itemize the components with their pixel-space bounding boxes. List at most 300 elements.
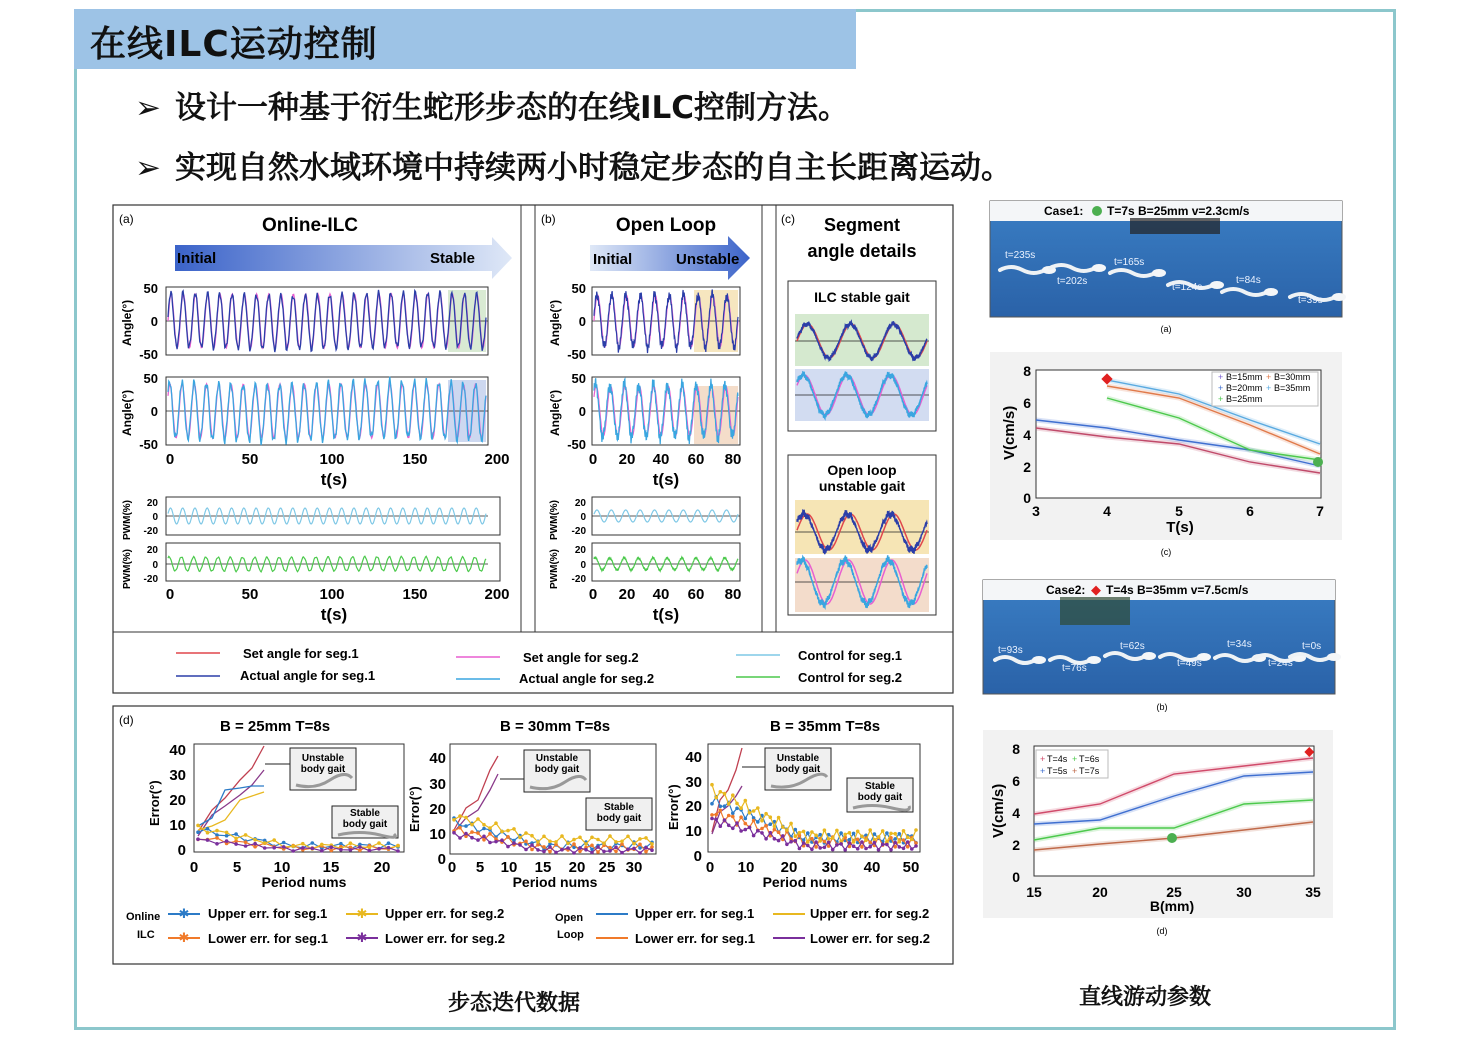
- legend-entry: T=5s: [1047, 766, 1068, 776]
- d-plot-3-title: B = 35mm T=8s: [769, 718, 881, 735]
- tick-label: 20: [429, 801, 446, 818]
- xlabel: t(s): [652, 470, 680, 489]
- caption-right: 直线游动参数: [1079, 985, 1212, 1010]
- error-point: [727, 802, 731, 806]
- error-point: [349, 848, 353, 852]
- tick-label: 0: [189, 859, 199, 876]
- error-point: [358, 845, 362, 849]
- error-point: [806, 844, 810, 848]
- error-point: [773, 828, 777, 832]
- b-pwm-plot-2: [592, 543, 740, 581]
- tick-label: 50: [241, 451, 259, 468]
- error-point: [760, 827, 764, 831]
- callout-text: Unstable: [301, 753, 345, 764]
- error-point: [530, 843, 534, 847]
- error-point: [714, 818, 718, 822]
- fig-tag: (b): [1156, 702, 1168, 712]
- error-point: [806, 840, 810, 844]
- legend-mark: +: [1218, 394, 1224, 404]
- tick-label: 0: [588, 586, 598, 603]
- ylabel: V(cm/s): [1001, 405, 1018, 460]
- tick-label: 7: [1316, 503, 1324, 519]
- error-point: [330, 845, 334, 849]
- legend-entry: B=15mm: [1226, 372, 1263, 382]
- error-point: [860, 840, 864, 844]
- green-dot-icon: [1167, 833, 1177, 843]
- tick-label: 5: [232, 859, 242, 876]
- tick-label: 10: [737, 859, 755, 876]
- error-point: [542, 845, 546, 849]
- error-point: [554, 851, 558, 855]
- error-point: [650, 842, 654, 846]
- error-point: [584, 842, 588, 846]
- error-point: [769, 822, 773, 826]
- error-point: [590, 836, 594, 840]
- error-point: [494, 821, 498, 825]
- error-point: [810, 848, 814, 852]
- panel-a-title: Online-ILC: [261, 215, 359, 236]
- panel-b-arrow-end: Unstable: [676, 251, 740, 268]
- error-point: [802, 830, 806, 834]
- error-point: [752, 834, 756, 838]
- case2-params: T=4s B=35mm v=7.5cm/s: [1106, 583, 1249, 597]
- unstable-gait-callout: [742, 748, 831, 790]
- error-point: [868, 828, 872, 832]
- error-point: [608, 849, 612, 853]
- error-point: [632, 842, 636, 846]
- legend-entry: B=20mm: [1226, 383, 1263, 393]
- legend-mark: +: [1072, 754, 1078, 764]
- error-point: [723, 818, 727, 822]
- error-point: [852, 844, 856, 848]
- xlabel: Period nums: [512, 874, 598, 890]
- asterisk-marker-icon: ✱: [178, 906, 190, 921]
- time-label: t=165s: [1114, 257, 1145, 268]
- error-point: [536, 840, 540, 844]
- panel-a-arrow-start: Initial: [177, 250, 217, 267]
- error-point: [714, 813, 718, 817]
- tick-label: 150: [402, 451, 428, 468]
- error-point: [626, 847, 630, 851]
- c-unstable-title-2: unstable gait: [818, 478, 906, 494]
- error-point: [578, 846, 582, 850]
- caption-left: 步态迭代数据: [448, 991, 581, 1016]
- tick-label: 20: [574, 498, 586, 509]
- tick-label: -20: [143, 574, 158, 585]
- d-plot-2-title: B = 30mm T=8s: [499, 718, 611, 735]
- error-point: [744, 822, 748, 826]
- error-point: [818, 839, 822, 843]
- tick-label: 30: [1236, 884, 1252, 900]
- tick-label: 10: [500, 859, 518, 876]
- tick-label: 20: [685, 798, 702, 815]
- tick-label: 3: [1032, 503, 1040, 519]
- tick-label: 2: [1012, 837, 1020, 853]
- error-point: [852, 840, 856, 844]
- error-point: [638, 851, 642, 855]
- legend-l2: Lower err. for seg.2: [810, 931, 930, 946]
- error-point: [458, 836, 462, 840]
- legend-mark: +: [1072, 766, 1078, 776]
- error-series: [198, 792, 264, 830]
- error-point: [548, 850, 552, 854]
- error-point: [578, 836, 582, 840]
- asterisk-marker-icon: ✱: [356, 930, 368, 945]
- tick-label: 80: [724, 451, 742, 468]
- error-point: [777, 839, 781, 843]
- xlabel: Period nums: [762, 874, 848, 890]
- stable-gait-callout: [586, 798, 652, 830]
- error-point: [744, 817, 748, 821]
- error-point: [349, 841, 353, 845]
- error-point: [196, 830, 200, 834]
- callout-text: body gait: [596, 813, 642, 824]
- tick-label: 25: [598, 859, 616, 876]
- error-point: [902, 829, 906, 833]
- time-label: t=0s: [1302, 641, 1322, 652]
- error-point: [596, 845, 600, 849]
- error-point: [723, 804, 727, 808]
- error-point: [234, 832, 238, 836]
- error-point: [785, 828, 789, 832]
- error-point: [572, 842, 576, 846]
- tick-label: -50: [567, 347, 586, 362]
- tick-label: 20: [618, 586, 636, 603]
- error-point: [196, 837, 200, 841]
- tick-label: 40: [169, 742, 186, 759]
- callout-text: body gait: [857, 792, 903, 803]
- xlabel: t(s): [652, 605, 680, 624]
- tick-label: 0: [580, 512, 586, 523]
- error-point: [898, 832, 902, 836]
- error-point: [789, 840, 793, 844]
- error-point: [710, 802, 714, 806]
- error-point: [773, 837, 777, 841]
- tick-label: 0: [152, 512, 158, 523]
- error-point: [864, 847, 868, 851]
- error-point: [524, 831, 528, 835]
- error-point: [554, 840, 558, 844]
- ylabel: PWM(%): [549, 549, 560, 589]
- error-point: [744, 828, 748, 832]
- time-label: t=76s: [1062, 663, 1087, 674]
- legend-u1: Upper err. for seg.1: [635, 906, 755, 921]
- tick-label: 200: [484, 586, 510, 603]
- error-point: [387, 846, 391, 850]
- stable-gait-callout: [847, 778, 913, 812]
- bullet-arrow-icon: ➢: [135, 150, 161, 186]
- error-point: [500, 830, 504, 834]
- error-point: [877, 848, 881, 852]
- top-legend: [176, 646, 902, 686]
- robot-head-icon: [1087, 656, 1101, 664]
- error-point: [506, 835, 510, 839]
- callout-text: Stable: [349, 808, 381, 819]
- error-point: [810, 830, 814, 834]
- error-point: [244, 833, 248, 837]
- tick-label: 0: [580, 560, 586, 571]
- ylabel: Angle(°): [548, 389, 562, 436]
- error-point: [253, 838, 257, 842]
- error-point: [906, 836, 910, 840]
- error-point: [794, 834, 798, 838]
- error-point: [548, 845, 552, 849]
- error-series: [198, 786, 264, 826]
- ylabel: Angle(°): [120, 389, 134, 436]
- error-point: [756, 806, 760, 810]
- time-label: t=62s: [1120, 641, 1145, 652]
- error-point: [311, 847, 315, 851]
- panel-b-title: Open Loop: [615, 215, 717, 236]
- ylabel: Error(°): [407, 786, 422, 832]
- error-point: [735, 821, 739, 825]
- panel-a-arrow-end: Stable: [430, 250, 476, 267]
- error-point: [798, 847, 802, 851]
- error-point: [802, 841, 806, 845]
- error-point: [735, 807, 739, 811]
- ylabel: Error(°): [147, 780, 162, 826]
- error-point: [814, 845, 818, 849]
- tick-label: 30: [169, 767, 186, 784]
- tick-label: 4: [1103, 503, 1111, 519]
- error-point: [885, 831, 889, 835]
- error-point: [710, 817, 714, 821]
- error-point: [856, 830, 860, 834]
- legend-mark: +: [1266, 372, 1272, 382]
- error-point: [756, 829, 760, 833]
- error-point: [291, 844, 295, 848]
- tick-label: 20: [618, 451, 636, 468]
- error-series: [454, 756, 498, 830]
- error-point: [358, 849, 362, 853]
- error-point: [488, 826, 492, 830]
- tick-label: 15: [322, 859, 340, 876]
- legend-mark: +: [1040, 754, 1046, 764]
- error-point: [512, 841, 516, 845]
- panel-b-tag: (b): [541, 212, 556, 226]
- error-point: [898, 845, 902, 849]
- error-point: [524, 840, 528, 844]
- error-point: [881, 829, 885, 833]
- error-point: [584, 848, 588, 852]
- tick-label: 15: [1026, 884, 1042, 900]
- tick-label: 30: [821, 859, 839, 876]
- error-point: [560, 834, 564, 838]
- bullet-arrow-icon: ➢: [135, 90, 161, 126]
- time-label: t=24s: [1268, 658, 1293, 669]
- ylabel: Angle(°): [120, 299, 134, 346]
- error-point: [320, 849, 324, 853]
- time-label: t=235s: [1005, 250, 1036, 261]
- error-point: [814, 840, 818, 844]
- error-point: [860, 845, 864, 849]
- error-point: [843, 833, 847, 837]
- error-point: [542, 850, 546, 854]
- robot-head-icon: [1210, 281, 1224, 289]
- ylabel: PWM(%): [122, 549, 133, 589]
- error-point: [818, 833, 822, 837]
- error-point: [602, 842, 606, 846]
- error-point: [906, 845, 910, 849]
- error-point: [608, 846, 612, 850]
- error-point: [206, 831, 210, 835]
- error-point: [744, 799, 748, 803]
- tick-label: 4: [1012, 805, 1020, 821]
- error-point: [272, 838, 276, 842]
- error-point: [614, 840, 618, 844]
- error-point: [752, 809, 756, 813]
- tick-label: 5: [1175, 503, 1183, 519]
- error-point: [590, 851, 594, 855]
- error-point: [731, 827, 735, 831]
- tick-label: 40: [652, 586, 670, 603]
- legend-act1: Actual angle for seg.1: [240, 668, 376, 683]
- tick-label: 8: [1012, 741, 1020, 757]
- error-point: [823, 840, 827, 844]
- error-point: [889, 848, 893, 852]
- error-point: [244, 840, 248, 844]
- tick-label: 0: [1023, 490, 1031, 506]
- error-point: [852, 832, 856, 836]
- legend-mark: +: [1040, 766, 1046, 776]
- tick-label: 30: [429, 776, 446, 793]
- error-point: [196, 824, 200, 828]
- error-point: [764, 824, 768, 828]
- legend-l1: Lower err. for seg.1: [635, 931, 755, 946]
- robot-head-icon: [1264, 288, 1278, 296]
- tick-label: 8: [1023, 363, 1031, 379]
- error-point: [282, 841, 286, 845]
- error-point: [311, 841, 315, 845]
- tick-label: 50: [571, 371, 586, 386]
- error-point: [206, 838, 210, 842]
- error-point: [215, 836, 219, 840]
- error-point: [881, 843, 885, 847]
- error-point: [282, 845, 286, 849]
- error-point: [839, 842, 843, 846]
- error-point: [518, 836, 522, 840]
- error-point: [596, 838, 600, 842]
- tick-label: 40: [652, 451, 670, 468]
- error-point: [387, 841, 391, 845]
- error-point: [458, 826, 462, 830]
- error-point: [848, 841, 852, 845]
- error-point: [906, 840, 910, 844]
- tick-label: 0: [447, 859, 457, 876]
- error-point: [856, 838, 860, 842]
- legend-entry: T=4s: [1047, 754, 1068, 764]
- error-point: [377, 847, 381, 851]
- error-point: [368, 846, 372, 850]
- unstable-gait-callout: [500, 750, 590, 792]
- error-point: [764, 812, 768, 816]
- error-point: [910, 847, 914, 851]
- ylabel: Error(°): [666, 784, 681, 830]
- error-point: [739, 806, 743, 810]
- legend-group: Online: [126, 911, 161, 923]
- error-point: [777, 830, 781, 834]
- panel-a-tag: (a): [119, 212, 134, 226]
- error-point: [818, 846, 822, 850]
- asterisk-marker-icon: ✱: [356, 906, 368, 921]
- error-point: [476, 838, 480, 842]
- tick-label: 150: [402, 586, 428, 603]
- legend-group: ILC: [137, 929, 155, 941]
- time-label: t=34s: [1227, 639, 1252, 650]
- error-point: [902, 847, 906, 851]
- error-point: [719, 824, 723, 828]
- legend-group: Loop: [557, 929, 584, 941]
- tick-label: 200: [484, 451, 510, 468]
- green-dot-icon: [1092, 206, 1102, 216]
- legend-u2: Upper err. for seg.2: [810, 906, 930, 921]
- tick-label: 6: [1023, 395, 1031, 411]
- error-point: [723, 792, 727, 796]
- error-point: [760, 819, 764, 823]
- error-point: [464, 832, 468, 836]
- error-point: [831, 836, 835, 840]
- tick-label: 6: [1012, 773, 1020, 789]
- legend-entry: B=25mm: [1226, 394, 1263, 404]
- error-point: [769, 815, 773, 819]
- error-point: [476, 831, 480, 835]
- error-point: [856, 847, 860, 851]
- error-point: [608, 834, 612, 838]
- error-point: [572, 851, 576, 855]
- tick-label: 50: [143, 281, 158, 296]
- error-point: [731, 815, 735, 819]
- tick-label: 40: [685, 749, 702, 766]
- error-point: [244, 844, 248, 848]
- error-point: [377, 841, 381, 845]
- unstable-gait-callout: [265, 748, 356, 790]
- error-point: [710, 813, 714, 817]
- tick-label: 60: [687, 451, 705, 468]
- tick-label: 10: [429, 826, 446, 843]
- error-series: [454, 774, 498, 832]
- tick-label: 80: [724, 586, 742, 603]
- error-point: [518, 843, 522, 847]
- error-point: [893, 832, 897, 836]
- bullet-1-text: 设计一种基于衍生蛇形步态的在线ILC控制方法。: [175, 90, 850, 126]
- error-point: [225, 831, 229, 835]
- callout-text: Stable: [603, 802, 635, 813]
- legend-mark: +: [1218, 372, 1224, 382]
- error-point: [860, 835, 864, 839]
- error-point: [885, 843, 889, 847]
- error-point: [785, 843, 789, 847]
- error-point: [889, 832, 893, 836]
- tick-label: -50: [139, 347, 158, 362]
- legend-l1: Lower err. for seg.1: [208, 931, 328, 946]
- error-point: [731, 811, 735, 815]
- tick-label: 20: [568, 859, 586, 876]
- error-point: [482, 835, 486, 839]
- legend-group: Open: [555, 912, 584, 924]
- tick-label: 20: [574, 545, 586, 556]
- error-point: [839, 831, 843, 835]
- error-point: [494, 840, 498, 844]
- tick-label: 0: [165, 586, 175, 603]
- xlabel: T(s): [1166, 519, 1194, 536]
- legend-set1: Set angle for seg.1: [243, 646, 359, 661]
- photo-dock: [1130, 218, 1220, 234]
- callout-text: body gait: [775, 764, 821, 775]
- figure-top-frame: [113, 205, 953, 693]
- error-point: [764, 837, 768, 841]
- tick-label: 20: [146, 498, 158, 509]
- tick-label: 20: [146, 545, 158, 556]
